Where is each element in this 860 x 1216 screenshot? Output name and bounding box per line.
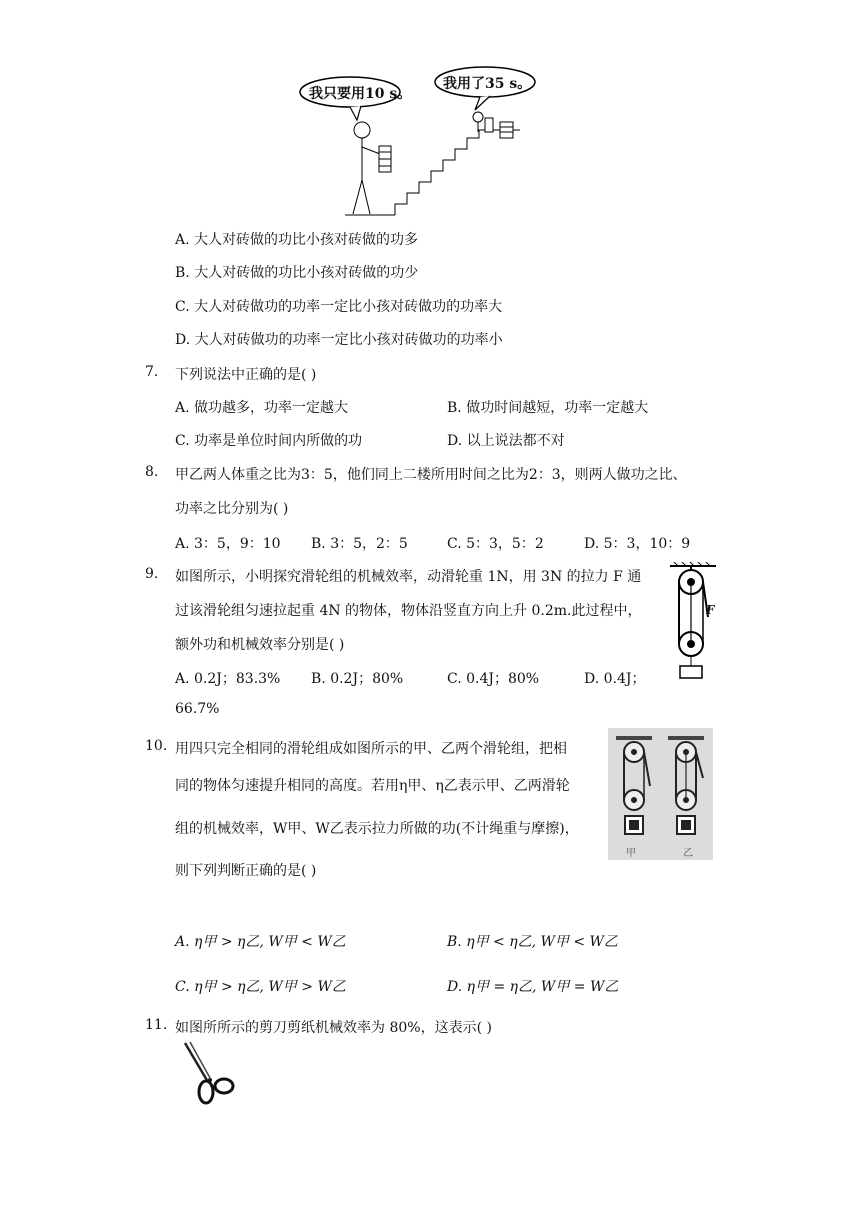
scissors-figure — [180, 1040, 240, 1110]
q8-option-b: B. 3：5，2：5 — [311, 536, 408, 552]
q11-stem: 如图所所示的剪刀剪纸机械效率为 80%，这表示( ) — [175, 1020, 492, 1036]
q10-option-d: D. η甲 = η乙, W甲 = W乙 — [447, 979, 619, 995]
q7-stem: 下列说法中正确的是( ) — [175, 367, 317, 383]
q6-option-b: B. 大人对砖做的功比小孩对砖做的功少 — [175, 265, 419, 281]
bubble-child-text: 我用了35 s。 — [443, 76, 532, 92]
q10-stem-line4: 则下列判断正确的是( ) — [175, 863, 317, 879]
q6-option-c: C. 大人对砖做功的功率一定比小孩对砖做功的功率大 — [175, 299, 503, 315]
q10-option-a: A. η甲 > η乙, W甲 < W乙 — [175, 934, 346, 950]
q10-pulley-figure — [608, 728, 713, 860]
q8-option-d: D. 5：3，10：9 — [584, 536, 691, 552]
q10-stem-line1: 用四只完全相同的滑轮组成如图所示的甲、乙两个滑轮组，把相 — [175, 741, 567, 757]
q9-option-d-continued: 66.7% — [175, 701, 220, 717]
q7-option-d: D. 以上说法都不对 — [447, 433, 565, 449]
q9-option-a: A. 0.2J；83.3% — [175, 671, 281, 687]
q10-option-b: B. η甲 < η乙, W甲 < W乙 — [447, 934, 618, 950]
q6-option-d: D. 大人对砖做功的功率一定比小孩对砖做功的功率小 — [175, 332, 503, 348]
q8-number: 8. — [145, 464, 159, 480]
q7-option-c: C. 功率是单位时间内所做的功 — [175, 433, 363, 449]
q9-number: 9. — [145, 566, 159, 582]
q8-stem-line1: 甲乙两人体重之比为3：5，他们同上二楼所用时间之比为2：3，则两人做功之比、 — [175, 467, 687, 483]
q10-number: 10. — [145, 738, 168, 754]
q10-stem-line2: 同的物体匀速提升相同的高度。若用η甲、η乙表示甲、乙两滑轮 — [175, 778, 570, 794]
q10-option-c: C. η甲 > η乙, W甲 > W乙 — [175, 979, 346, 995]
q9-option-b: B. 0.2J；80% — [311, 671, 404, 687]
q9-option-d: D. 0.4J； — [584, 671, 646, 687]
q8-option-c: C. 5：3，5：2 — [447, 536, 544, 552]
q7-number: 7. — [145, 364, 159, 380]
q7-option-b: B. 做功时间越短，功率一定越大 — [447, 400, 649, 416]
q9-option-c: C. 0.4J；80% — [447, 671, 540, 687]
q9-stem-line1: 如图所示，小明探究滑轮组的机械效率，动滑轮重 1N，用 3N 的拉力 F 通 — [175, 569, 642, 585]
q9-figure-force-label: F — [706, 603, 715, 617]
q10-stem-line3: 组的机械效率，W甲、W乙表示拉力所做的功(不计绳重与摩擦)， — [175, 821, 579, 837]
q9-pulley-figure — [668, 562, 718, 682]
q7-option-a: A. 做功越多，功率一定越大 — [175, 400, 349, 416]
q9-stem-line3: 额外功和机械效率分别是( ) — [175, 637, 345, 653]
q6-option-a: A. 大人对砖做的功比小孩对砖做的功多 — [175, 232, 419, 248]
q11-number: 11. — [145, 1017, 168, 1033]
q8-option-a: A. 3：5，9：10 — [175, 536, 281, 552]
q9-stem-line2: 过该滑轮组匀速拉起重 4N 的物体，物体沿竖直方向上升 0.2m.此过程中， — [175, 603, 642, 619]
q8-stem-line2: 功率之比分别为( ) — [175, 501, 289, 517]
q10-figure-label-yi: 乙 — [683, 848, 693, 859]
q10-figure-label-jia: 甲 — [626, 848, 636, 859]
bubble-adult-text: 我只要用10 s。 — [309, 86, 412, 102]
